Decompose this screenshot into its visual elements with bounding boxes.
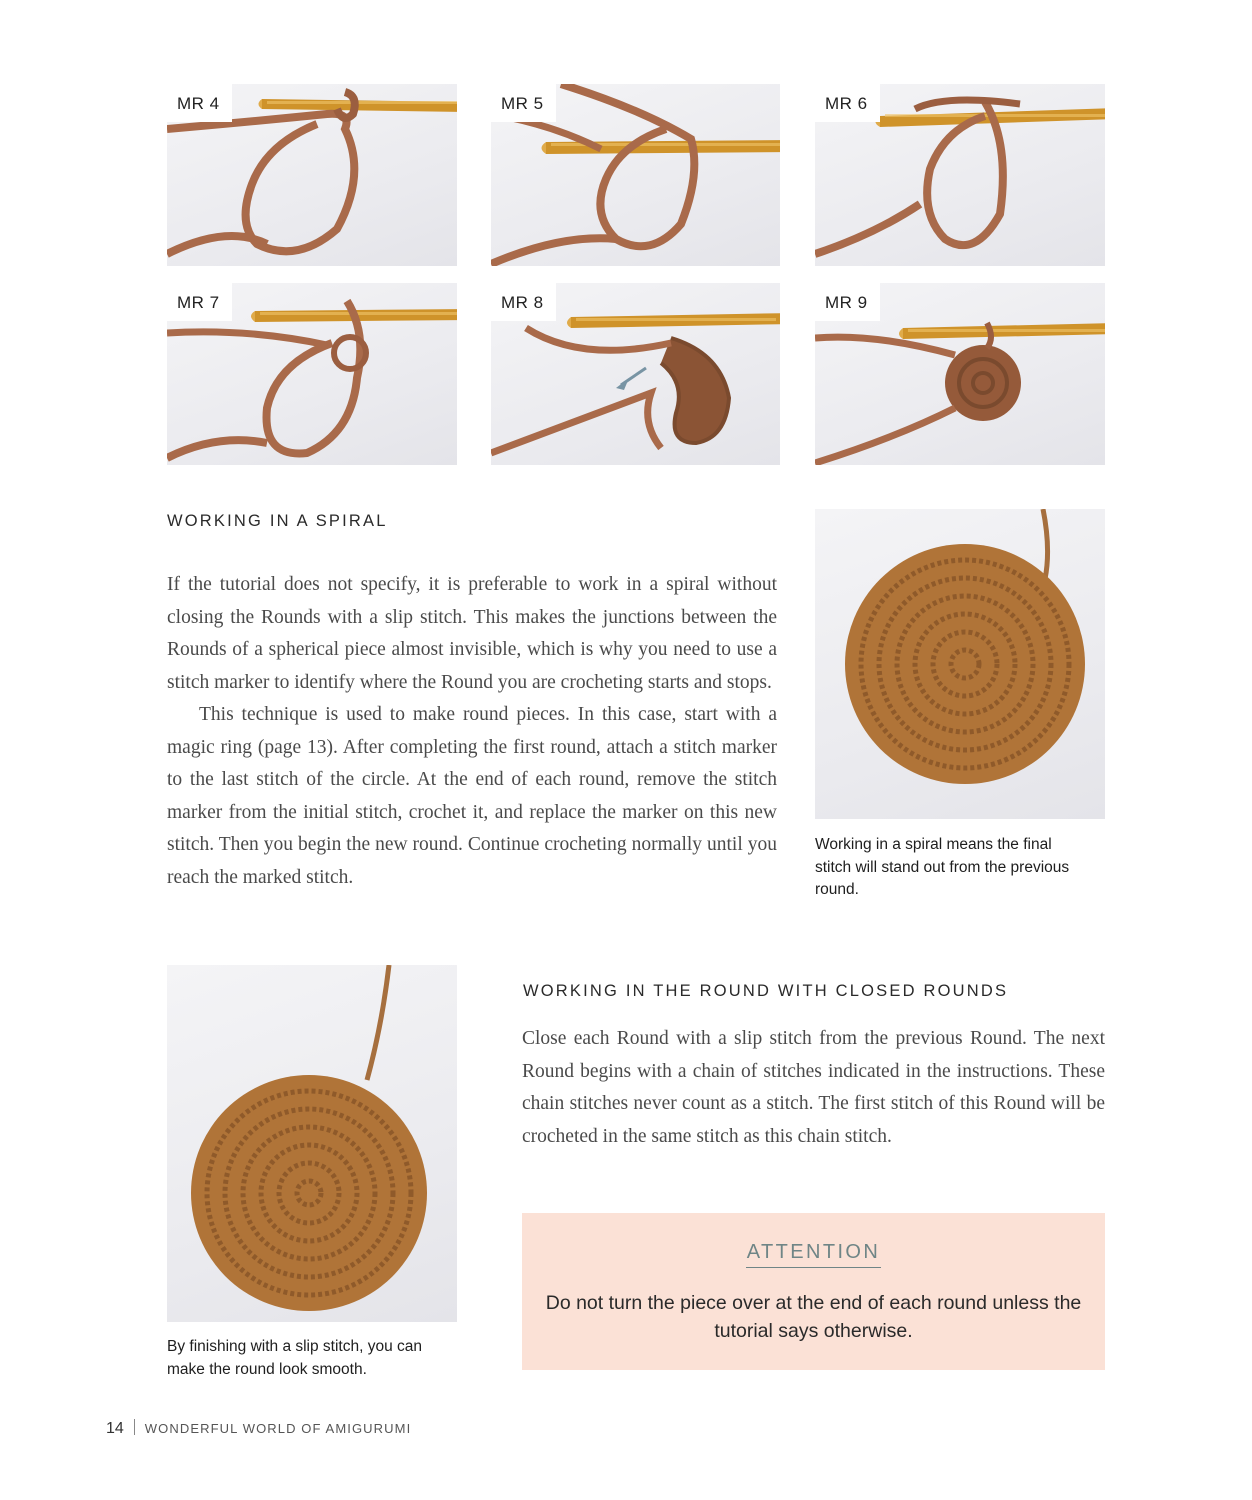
spiral-caption: Working in a spiral means the final stitch will stand out from the previous round. bbox=[815, 836, 1070, 898]
step-photo-mr8 bbox=[491, 283, 780, 465]
step-photo-mr5 bbox=[491, 84, 780, 266]
crochet-closed-circle-image bbox=[167, 965, 457, 1322]
closed-round-circle-photo bbox=[167, 965, 457, 1322]
section-heading-closed-rounds: WORKING IN THE ROUND WITH CLOSED ROUNDS bbox=[523, 982, 1009, 1000]
section-heading-spiral: WORKING IN A SPIRAL bbox=[167, 512, 388, 530]
step-photo-mr6 bbox=[815, 84, 1105, 266]
step-label: MR 8 bbox=[491, 283, 556, 321]
attention-callout bbox=[522, 1213, 1105, 1370]
spiral-circle-photo bbox=[815, 509, 1105, 819]
attention-text: Do not turn the piece over at the end of each round unless the tutorial says otherwise. bbox=[545, 1292, 1082, 1342]
step-label: MR 4 bbox=[167, 84, 232, 122]
step-label: MR 5 bbox=[491, 84, 556, 122]
step-photo-mr4 bbox=[167, 84, 457, 266]
closed-round-body bbox=[522, 1023, 1105, 1153]
page-footer bbox=[106, 1419, 411, 1438]
page-number: 14 bbox=[106, 1420, 124, 1437]
closed-round-paragraph: Close each Round with a slip stitch from the previous Round. The next Round begins with a chain of stitches indicated in the instructions. These chain stitches never count as a stitch. The first stitch of this Round will be crocheted in the same stitch as this chain stitch. bbox=[522, 1028, 1105, 1147]
step-photo-mr9 bbox=[815, 283, 1105, 465]
book-title: WONDERFUL WORLD OF AMIGURUMI bbox=[144, 1421, 412, 1436]
crochet-spiral-circle-image bbox=[815, 509, 1105, 819]
step-label: MR 9 bbox=[815, 283, 880, 321]
step-label: MR 6 bbox=[815, 84, 880, 122]
closed-round-caption: By finishing with a slip stitch, you can make the round look smooth. bbox=[167, 1338, 423, 1378]
step-label: MR 7 bbox=[167, 283, 232, 321]
spiral-body bbox=[167, 569, 777, 894]
spiral-paragraph-1: If the tutorial does not specify, it is preferable to work in a spiral without closing the Rounds with a slip stitch. This makes the junctions between the Rounds of a spherical piece almost invisible, which is why you need to use a stitch marker to identify where the Round you are crocheting starts and stops. bbox=[167, 574, 777, 693]
spiral-paragraph-2: This technique is used to make round pieces. In this case, start with a magic ring (page 13). After completing the first round, attach a stitch marker to the last stitch of the circle. At the end of each round, remove the stitch marker from the initial stitch, crochet it, and replace the marker on this new stitch. Then you begin the new round. Continue crocheting normally until you reach the marked stitch. bbox=[167, 704, 777, 888]
step-photo-mr7 bbox=[167, 283, 457, 465]
footer-divider bbox=[134, 1419, 135, 1435]
attention-title: ATTENTION bbox=[746, 1241, 881, 1268]
